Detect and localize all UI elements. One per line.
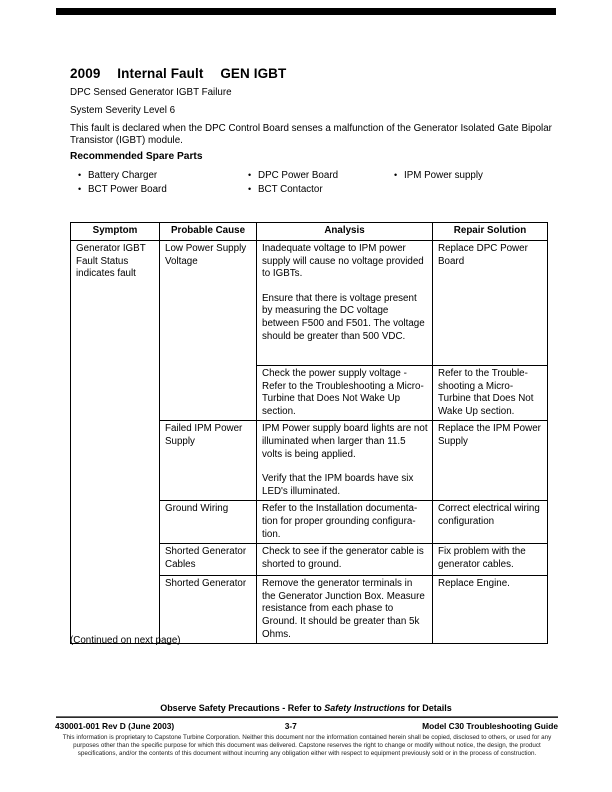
- table-row: [71, 241, 548, 366]
- analysis-cell: [257, 421, 433, 501]
- repair-cell: Replace DPC Power Board: [433, 241, 548, 366]
- safety-notice-prefix: Observe Safety Precautions - Refer to: [160, 703, 325, 713]
- repair-cell: Fix problem with the generator cables.: [433, 544, 548, 576]
- cause-cell: Low Power Supply Voltage: [160, 241, 257, 421]
- severity-level: System Severity Level 6: [70, 105, 176, 116]
- analysis-paragraph: Inadequate voltage to IPM power supply will cause no voltage provided to IGBTs.: [262, 243, 424, 280]
- continued-note: (Continued on next page): [70, 635, 181, 646]
- analysis-cell: [257, 544, 433, 576]
- spare-parts-column-2: [248, 169, 338, 196]
- spare-parts-column-1: [78, 169, 167, 196]
- page-top-rule: [56, 8, 556, 15]
- fault-code: 2009: [70, 66, 101, 81]
- symptom-cell: Generator IGBT Fault Status indicates fault: [71, 241, 160, 644]
- spare-part-item: • DPC Power Board: [248, 169, 338, 183]
- analysis-paragraph: Check the power supply voltage - Refer to the Troubleshooting a Micro-Turbine that Does Not Wake Up section.: [262, 368, 424, 417]
- analysis-paragraph: IPM Power supply board lights are not illuminated when larger than 11.5 volts is being applied.: [262, 423, 428, 460]
- column-header-probable-cause: Probable Cause: [160, 223, 257, 241]
- document-title: Model C30 Troubleshooting Guide: [422, 721, 558, 731]
- cause-cell: Failed IPM Power Supply: [160, 421, 257, 501]
- spare-part-item: • BCT Contactor: [248, 183, 338, 197]
- column-header-symptom: Symptom: [71, 223, 160, 241]
- analysis-paragraph: Check to see if the generator cable is shorted to ground.: [262, 546, 424, 570]
- repair-cell: Replace Engine.: [433, 576, 548, 644]
- footer-rule: [56, 716, 558, 718]
- analysis-cell: [257, 501, 433, 544]
- page-title: [70, 66, 286, 81]
- spare-part-item: • Battery Charger: [78, 169, 167, 183]
- fault-type: Internal Fault: [117, 66, 204, 81]
- legal-notice: This information is proprietary to Capstone Turbine Corporation. Neither this document nor the information contained herein shall be copied, disclosed to others, or used for any purposes other than the specific purpose for which this document was delivered. Capstone reserves the right to change or modify without notice, the design, the product specifications, and/or the contents of this document without incurring any obligation either with respect to equipment previously sold or in the process of construction.: [62, 734, 552, 757]
- spare-part-item: • BCT Power Board: [78, 183, 167, 197]
- analysis-cell: [257, 366, 433, 421]
- spare-part-item: • IPM Power supply: [394, 169, 483, 183]
- analysis-cell: [257, 241, 433, 366]
- table-header-row: [71, 223, 548, 241]
- column-header-analysis: Analysis: [257, 223, 433, 241]
- analysis-paragraph: Refer to the Installation documenta-tion for proper grounding configura-tion.: [262, 503, 418, 540]
- repair-cell: Replace the IPM Power Supply: [433, 421, 548, 501]
- troubleshooting-table: [70, 222, 548, 644]
- repair-cell: Refer to the Trouble-shooting a Micro-Turbine that Does Not Wake Up section.: [433, 366, 548, 421]
- page-number: 3-7: [284, 721, 297, 731]
- fault-description: This fault is declared when the DPC Control Board senses a malfunction of the Generator Isolated Gate Bipolar Transistor (IGBT) module.: [70, 123, 552, 146]
- safety-notice-suffix: for Details: [405, 703, 452, 713]
- cause-cell: Shorted Generator: [160, 576, 257, 644]
- safety-notice: [56, 703, 556, 713]
- document-number: 430001-001 Rev D (June 2003): [55, 721, 175, 731]
- spare-parts-heading: Recommended Spare Parts: [70, 151, 203, 162]
- safety-notice-reference: Safety Instructions: [324, 703, 406, 713]
- fault-subtitle: DPC Sensed Generator IGBT Failure: [70, 87, 232, 98]
- analysis-paragraph: Verify that the IPM boards have six LED's illuminated.: [262, 473, 414, 497]
- analysis-cell: [257, 576, 433, 644]
- spare-parts-list: [0, 169, 612, 201]
- footer-row: [55, 721, 558, 731]
- column-header-repair-solution: Repair Solution: [433, 223, 548, 241]
- spare-parts-column-3: [394, 169, 483, 183]
- repair-cell: Correct electrical wiring configuration: [433, 501, 548, 544]
- cause-cell: Shorted Generator Cables: [160, 544, 257, 576]
- fault-name: GEN IGBT: [220, 66, 287, 81]
- analysis-paragraph: Remove the generator terminals in the Generator Junction Box. Measure resistance from each phase to Ground. It should be greater than 5k Ohms.: [262, 578, 425, 640]
- analysis-paragraph: Ensure that there is voltage present by measuring the DC voltage between F500 and F501. The voltage should be greater than 500 VDC.: [262, 292, 425, 342]
- cause-cell: Ground Wiring: [160, 501, 257, 544]
